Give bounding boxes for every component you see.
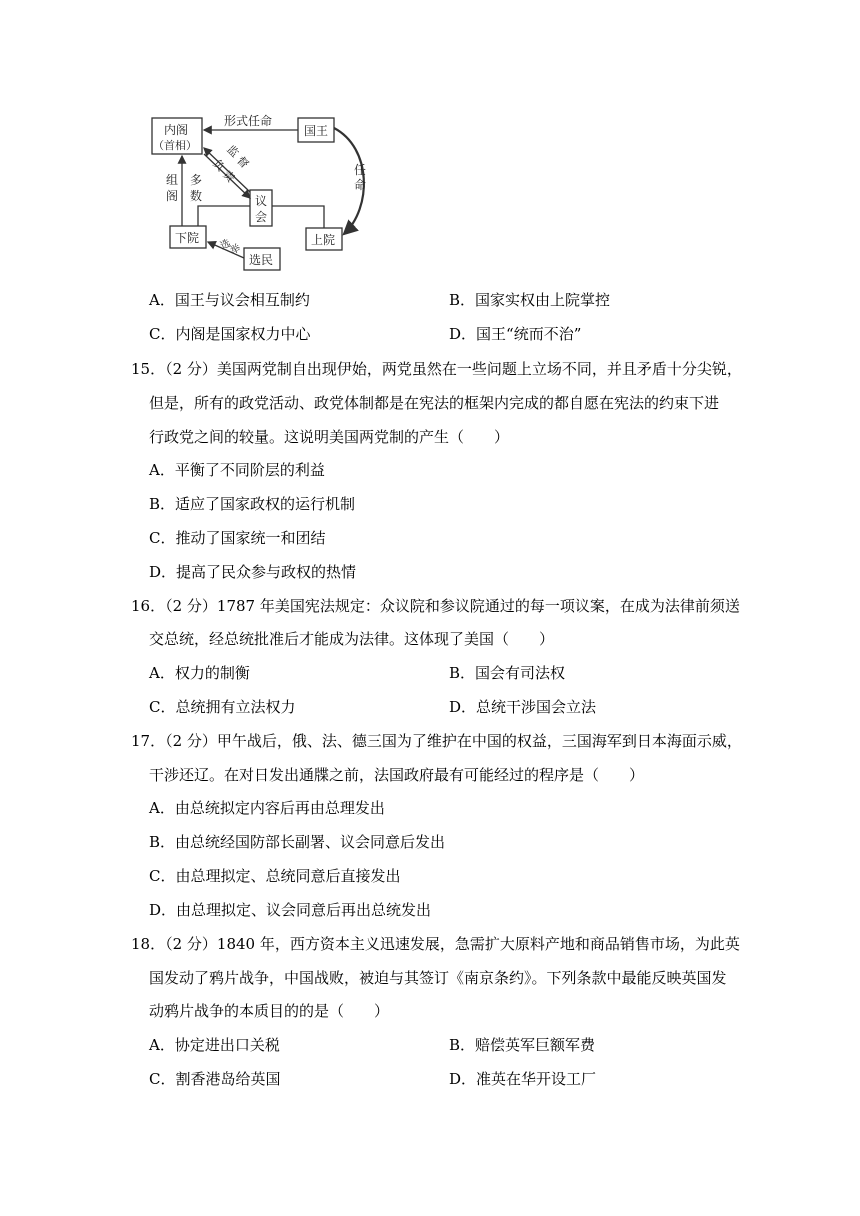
q17-stem-line-1: 17．（2 分）甲午战后，俄、法、德三国为了维护在中国的权益，三国海军到日本海面示威， [131, 732, 742, 750]
q15-option-a: A．平衡了不同阶层的利益 [149, 461, 325, 479]
king-label: 国王 [304, 124, 329, 138]
q17-option-c: C．由总理拟定、总统同意后直接发出 [149, 867, 401, 885]
q15-stem-line-1: 15．（2 分）美国两党制自出现伊始，两党虽然在一些问题上立场不同，并且矛盾十分尖锐， [131, 360, 742, 378]
q16-option-a: A．权力的制衡 [149, 664, 250, 682]
q18-stem-line-3: 动鸦片战争的本质目的的是（ ） [149, 1002, 390, 1020]
q18-option-d: D．准英在华开设工厂 [449, 1070, 597, 1088]
q16-stem-line-1: 16．（2 分）1787 年美国宪法规定：众议院和参议院通过的每一项议案，在成为法律前须送 [131, 597, 740, 615]
q16-option-c: C．总统拥有立法权力 [149, 698, 296, 716]
q14-option-d: D．国王“统而不治” [449, 325, 582, 343]
cabinet-label-1: 内阁 [164, 123, 189, 137]
parliament-label-1: 议 [255, 194, 268, 208]
q15-stem-line-3: 行政党之间的较量。这说明美国两党制的产生（ ） [149, 428, 510, 446]
elect-label-1: 选 [218, 237, 233, 253]
supervise-label-2: 督 [234, 153, 252, 171]
q15-stem-line-2: 但是，所有的政党活动、政党体制都是在宪法的框架内完成的都自愿在宪法的约束下进 [149, 394, 720, 412]
q17-option-b: B．由总统经国防部长副署、议会同意后发出 [149, 833, 446, 851]
q16-stem-line-2: 交总统，经总统批准后才能成为法律。这体现了美国（ ） [149, 630, 555, 648]
british-politics-diagram [140, 108, 380, 278]
q14-option-b: B．国家实权由上院掌控 [449, 291, 611, 309]
appoint-label-2: 命 [354, 178, 367, 192]
majority-label-1: 多 [190, 173, 203, 187]
responsible-label-2: 责 [220, 167, 238, 185]
majority-label-2: 数 [190, 189, 203, 203]
q15-option-d: D．提高了民众参与政权的热情 [149, 563, 357, 581]
upper-house-label: 上院 [311, 233, 336, 247]
q16-option-b: B．国会有司法权 [449, 664, 566, 682]
q17-option-d: D．由总理拟定、议会同意后再出总统发出 [149, 901, 432, 919]
voters-label: 选民 [249, 253, 274, 267]
elect-label-2: 举 [228, 242, 243, 258]
cabinet-label-2: （首相） [153, 139, 197, 152]
appoint-label-1: 任 [354, 163, 367, 177]
q17-option-a: A．由总统拟定内容后再由总理发出 [149, 799, 385, 817]
q17-stem-line-2: 干涉还辽。在对日发出通牒之前，法国政府最有可能经过的程序是（ ） [149, 766, 645, 784]
q18-stem-line-1: 18．（2 分）1840 年，西方资本主义迅速发展，急需扩大原料产地和商品销售市场，为此英 [131, 935, 740, 953]
q18-option-c: C．割香港岛给英国 [149, 1070, 281, 1088]
q14-option-c: C．内阁是国家权力中心 [149, 325, 311, 343]
q16-option-d: D．总统干涉国会立法 [449, 698, 597, 716]
form-cabinet-label-1: 组 [166, 173, 179, 187]
q14-option-a: A．国王与议会相互制约 [149, 291, 310, 309]
q15-option-b: B．适应了国家政权的运行机制 [149, 495, 356, 513]
q18-stem-line-2: 国发动了鸦片战争，中国战败，被迫与其签订《南京条约》。下列条款中最能反映英国发 [149, 969, 727, 987]
formal-appointment-label: 形式任命 [224, 114, 273, 128]
form-cabinet-label-2: 阁 [166, 189, 179, 203]
responsible-label-1: 负 [210, 156, 228, 174]
q18-option-b: B．赔偿英军巨额军费 [449, 1036, 596, 1054]
lower-house-label: 下院 [175, 231, 200, 245]
supervise-label-1: 监 [224, 142, 242, 160]
q15-option-c: C．推动了国家统一和团结 [149, 529, 326, 547]
q18-option-a: A．协定进出口关税 [149, 1036, 280, 1054]
parliament-label-2: 会 [255, 210, 268, 224]
